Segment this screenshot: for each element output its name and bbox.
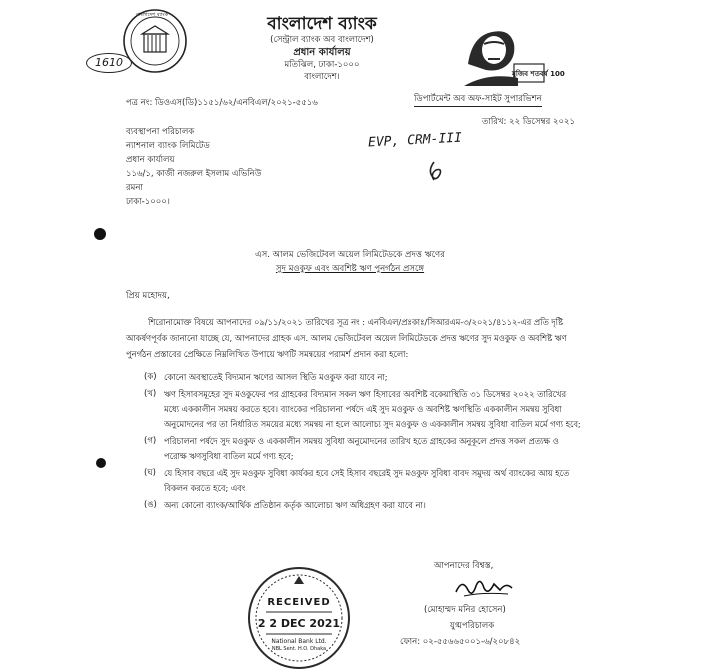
recipient-line: ন্যাশনাল ব্যাংক লিমিটেড [126,141,210,151]
body-line: পুনর্গঠন প্রস্তাবের প্রেক্ষিতে নিম্নলিখিত উপায়ে ঋণটি সমন্বয়ের পরামর্শ প্রদান করা হলো: [126,349,409,359]
reference-number: পত্র নং: ডিওএস(ডি)১১৫১/৬২/এনবিএল/২০২১-৫৫১৬ [126,98,318,108]
stamp-org: National Bank Ltd. [271,638,327,645]
item-line: অন্য কোনো ব্যাংক/আর্থিক প্রতিষ্ঠান কর্তৃক আলোচ্য ঋণ অধিগ্রহণ করা যাবে না। [164,500,426,510]
items-list [144,370,614,513]
department-name: ডিপার্টমেন্ট অব অফ-সাইট সুপারভিশন [414,93,542,107]
list-item [144,466,614,496]
body-line: আকর্ষণপূর্বক জানানো যাচ্ছে যে, আপনাদের গ্রাহক এস. আলম ভেজিটেবল অয়েল লিমিটেডকে প্রদত্ত ঋণের সুদ মওকুফ ও অবশিষ্ট ঋণ [126,333,567,343]
bank-logo [122,8,188,74]
list-item [144,434,614,464]
stamp-date: 2 2 DEC 2021 [257,617,341,630]
item-line: ঋণ হিসাবসমূহের সুদ মওকুফের পর গ্রাহকের বিদ্যমান সকল ঋণ হিসাবের অবশিষ্ট বকেয়াস্থিতি ৩১ ডিসেম্বর ২০২২ তারিখের [164,389,567,399]
item-marker: (খ) [144,389,157,399]
subject-line: এস. আলম ভেজিটেবল অয়েল লিমিটেডকে প্রদত্ত ঋণের [255,250,445,260]
item-marker: (ঙ) [144,500,157,510]
subject-line: সুদ মওকুফ এবং অবশিষ্ট ঋণ পুনর্গঠন প্রসঙ্গে [275,264,425,274]
letter-date: তারিখ: ২২ ডিসেম্বর ২০২১ [482,117,576,127]
signatory-title: যুগ্মপরিচালক [450,621,495,631]
logo-text: বাংলাদেশ ব্যাংক [136,12,169,18]
list-item [144,498,614,513]
item-line: মধ্যে এককালীন সমন্বয় করতে হবে। ব্যাংকের পরিচালনা পর্ষদে এই সুদ মওকুফ ও অবশিষ্ট ঋণস্থিতি এককালীন সমন্বয় সুবিধা [164,404,562,414]
centenary-emblem [458,14,565,88]
handwritten-note: EVP, CRM-III [367,130,463,151]
item-line: বিকলন করতে হবে; এবং [164,483,246,493]
item-line: যে হিসাব বছরে এই সুদ মওকুফ সুবিধা কার্যকর হবে সেই হিসাব বছরেই সুদ মওকুফ সুবিধা বাবদ সমুদয় অর্থ ব্যাংকের আয় হতে [164,468,570,478]
letterhead [232,14,412,84]
recipient-line: ঢাকা-১০০০। [126,197,170,207]
handwritten-number: 1610 [86,53,132,73]
body-line: শিরোনামোক্ত বিষয়ে আপনাদের ০৯/১১/২০২১ তারিখের সূত্র নং : এনবিএল/প্রঃকাঃ/সিআরএম-৩/২০২১/৪১১২-এর প্রতি দৃষ্টি [148,317,564,327]
received-stamp [244,566,354,670]
list-item [144,370,614,385]
item-line: পরোক্ষ ঋণসুবিধা বাতিল মর্মে গণ্য হবে; [164,451,294,461]
recipient-line: ব্যবস্থাপনা পরিচালক [126,127,195,137]
bank-subname: (সেন্ট্রাল ব্যাংক অব বাংলাদেশ) [270,35,374,45]
list-item [144,387,614,432]
recipient-line: ১১৬/১, কাজী নজরুল ইসলাম এভিনিউ [126,169,262,179]
recipient-block [126,125,261,209]
recipient-line: প্রধান কার্যালয় [126,155,175,165]
phone-number: ফোন: ০২-৫৫৬৬৫০০১-৬/২০৮৪২ [400,637,521,647]
office-address: মতিঝিল, ঢাকা-১০০০ [284,60,360,70]
subject-block [200,248,500,276]
salutation: প্রিয় মহোদয়, [126,291,170,301]
signatory-name: (মোহাম্মদ মনির হোসেন) [424,605,506,615]
item-line: অনুমোদনের পর তা নির্ধারিত সময়ের মধ্যে সমন্বয় না হলে আলোচ্য সুদ মওকুফ ও এককালীন সমন্বয় সুবিধা বাতিল মর্মে গণ্য হবে; [164,419,581,429]
item-marker: (গ) [144,436,157,446]
punch-hole-mark [96,458,106,468]
office-name: প্রধান কার্যালয় [293,47,351,58]
signature [452,574,516,600]
handwritten-initial [424,160,446,184]
item-marker: (ঘ) [144,468,156,478]
stamp-label: RECEIVED [267,597,331,608]
closing: আপনাদের বিশ্বস্ত, [434,561,494,571]
item-marker: (ক) [144,372,157,382]
item-line: কোনো অবস্থাতেই বিদ্যমান ঋণের আসল স্থিতি মওকুফ করা যাবে না; [164,372,388,382]
bank-name: বাংলাদেশ ব্যাংক [267,14,377,34]
body-paragraph [126,314,612,362]
punch-hole-mark [94,228,106,240]
recipient-line: রমনা [126,183,143,193]
centenary-text: মুজিব শতবর্ষ 100 [512,70,565,78]
stamp-org-sub: NBL Sent. H.O. Dhaka [271,646,327,652]
item-line: পরিচালনা পর্ষদে সুদ মওকুফ ও এককালীন সমন্বয় সুবিধা অনুমোদনের তারিখ হতে গ্রাহকের অনুকূলে প্রদত্ত সকল প্রত্যক্ষ ও [164,436,559,446]
country: বাংলাদেশ। [304,72,340,82]
